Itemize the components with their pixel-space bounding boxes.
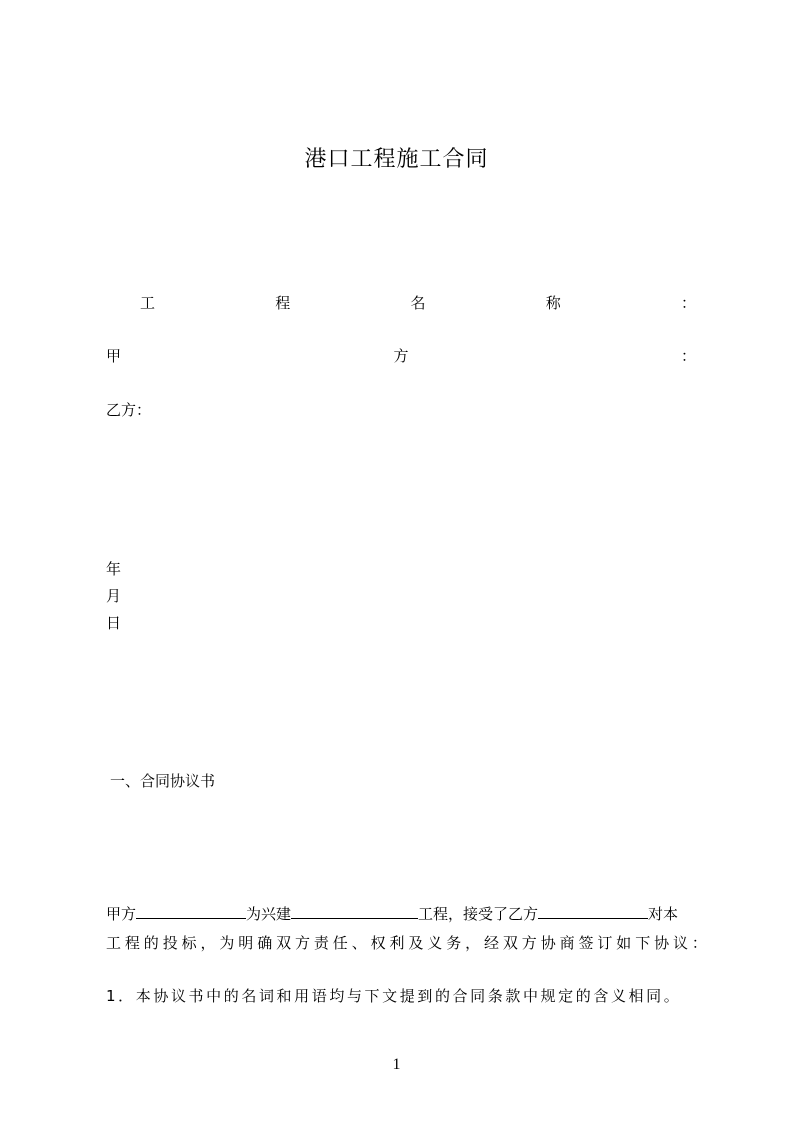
project-name-colon: ： bbox=[680, 294, 696, 312]
page-number: 1 bbox=[392, 1056, 401, 1073]
paragraph-text: 为兴建 bbox=[246, 905, 292, 923]
project-blank[interactable] bbox=[291, 904, 418, 919]
date-year: 年 bbox=[106, 560, 122, 578]
section-heading: 一、合同协议书 bbox=[110, 772, 216, 790]
document-title: 港口工程施工合同 bbox=[304, 147, 489, 172]
party-a-char: 甲 bbox=[106, 347, 122, 365]
date-day: 日 bbox=[106, 614, 122, 632]
party-a-blank[interactable] bbox=[136, 904, 246, 919]
project-name-field bbox=[106, 292, 696, 313]
project-name-char: 程 bbox=[275, 294, 291, 312]
party-a-field bbox=[106, 345, 696, 366]
party-b-blank[interactable] bbox=[538, 904, 648, 919]
project-name-char: 工 bbox=[140, 294, 156, 312]
party-a-colon: ： bbox=[680, 347, 696, 365]
party-b-field: 乙方： bbox=[106, 401, 152, 419]
project-name-char: 称 bbox=[545, 294, 561, 312]
agreement-paragraph-2: 工程的投标，为明确双方责任、权利及义务，经双方协商签订如下协议： bbox=[106, 934, 711, 952]
paragraph-text: 甲方 bbox=[106, 905, 137, 923]
paragraph-text: 对本 bbox=[648, 905, 679, 923]
paragraph-text: 工程，接受了乙方 bbox=[418, 905, 539, 923]
agreement-clause-1: 1．本协议书中的名词和用语均与下文提到的合同条款中规定的含义相同。 bbox=[106, 987, 682, 1005]
date-field bbox=[106, 556, 121, 637]
project-name-char: 名 bbox=[410, 294, 426, 312]
agreement-paragraph-1 bbox=[106, 903, 698, 924]
date-month: 月 bbox=[106, 587, 122, 605]
party-a-char: 方 bbox=[393, 347, 409, 365]
